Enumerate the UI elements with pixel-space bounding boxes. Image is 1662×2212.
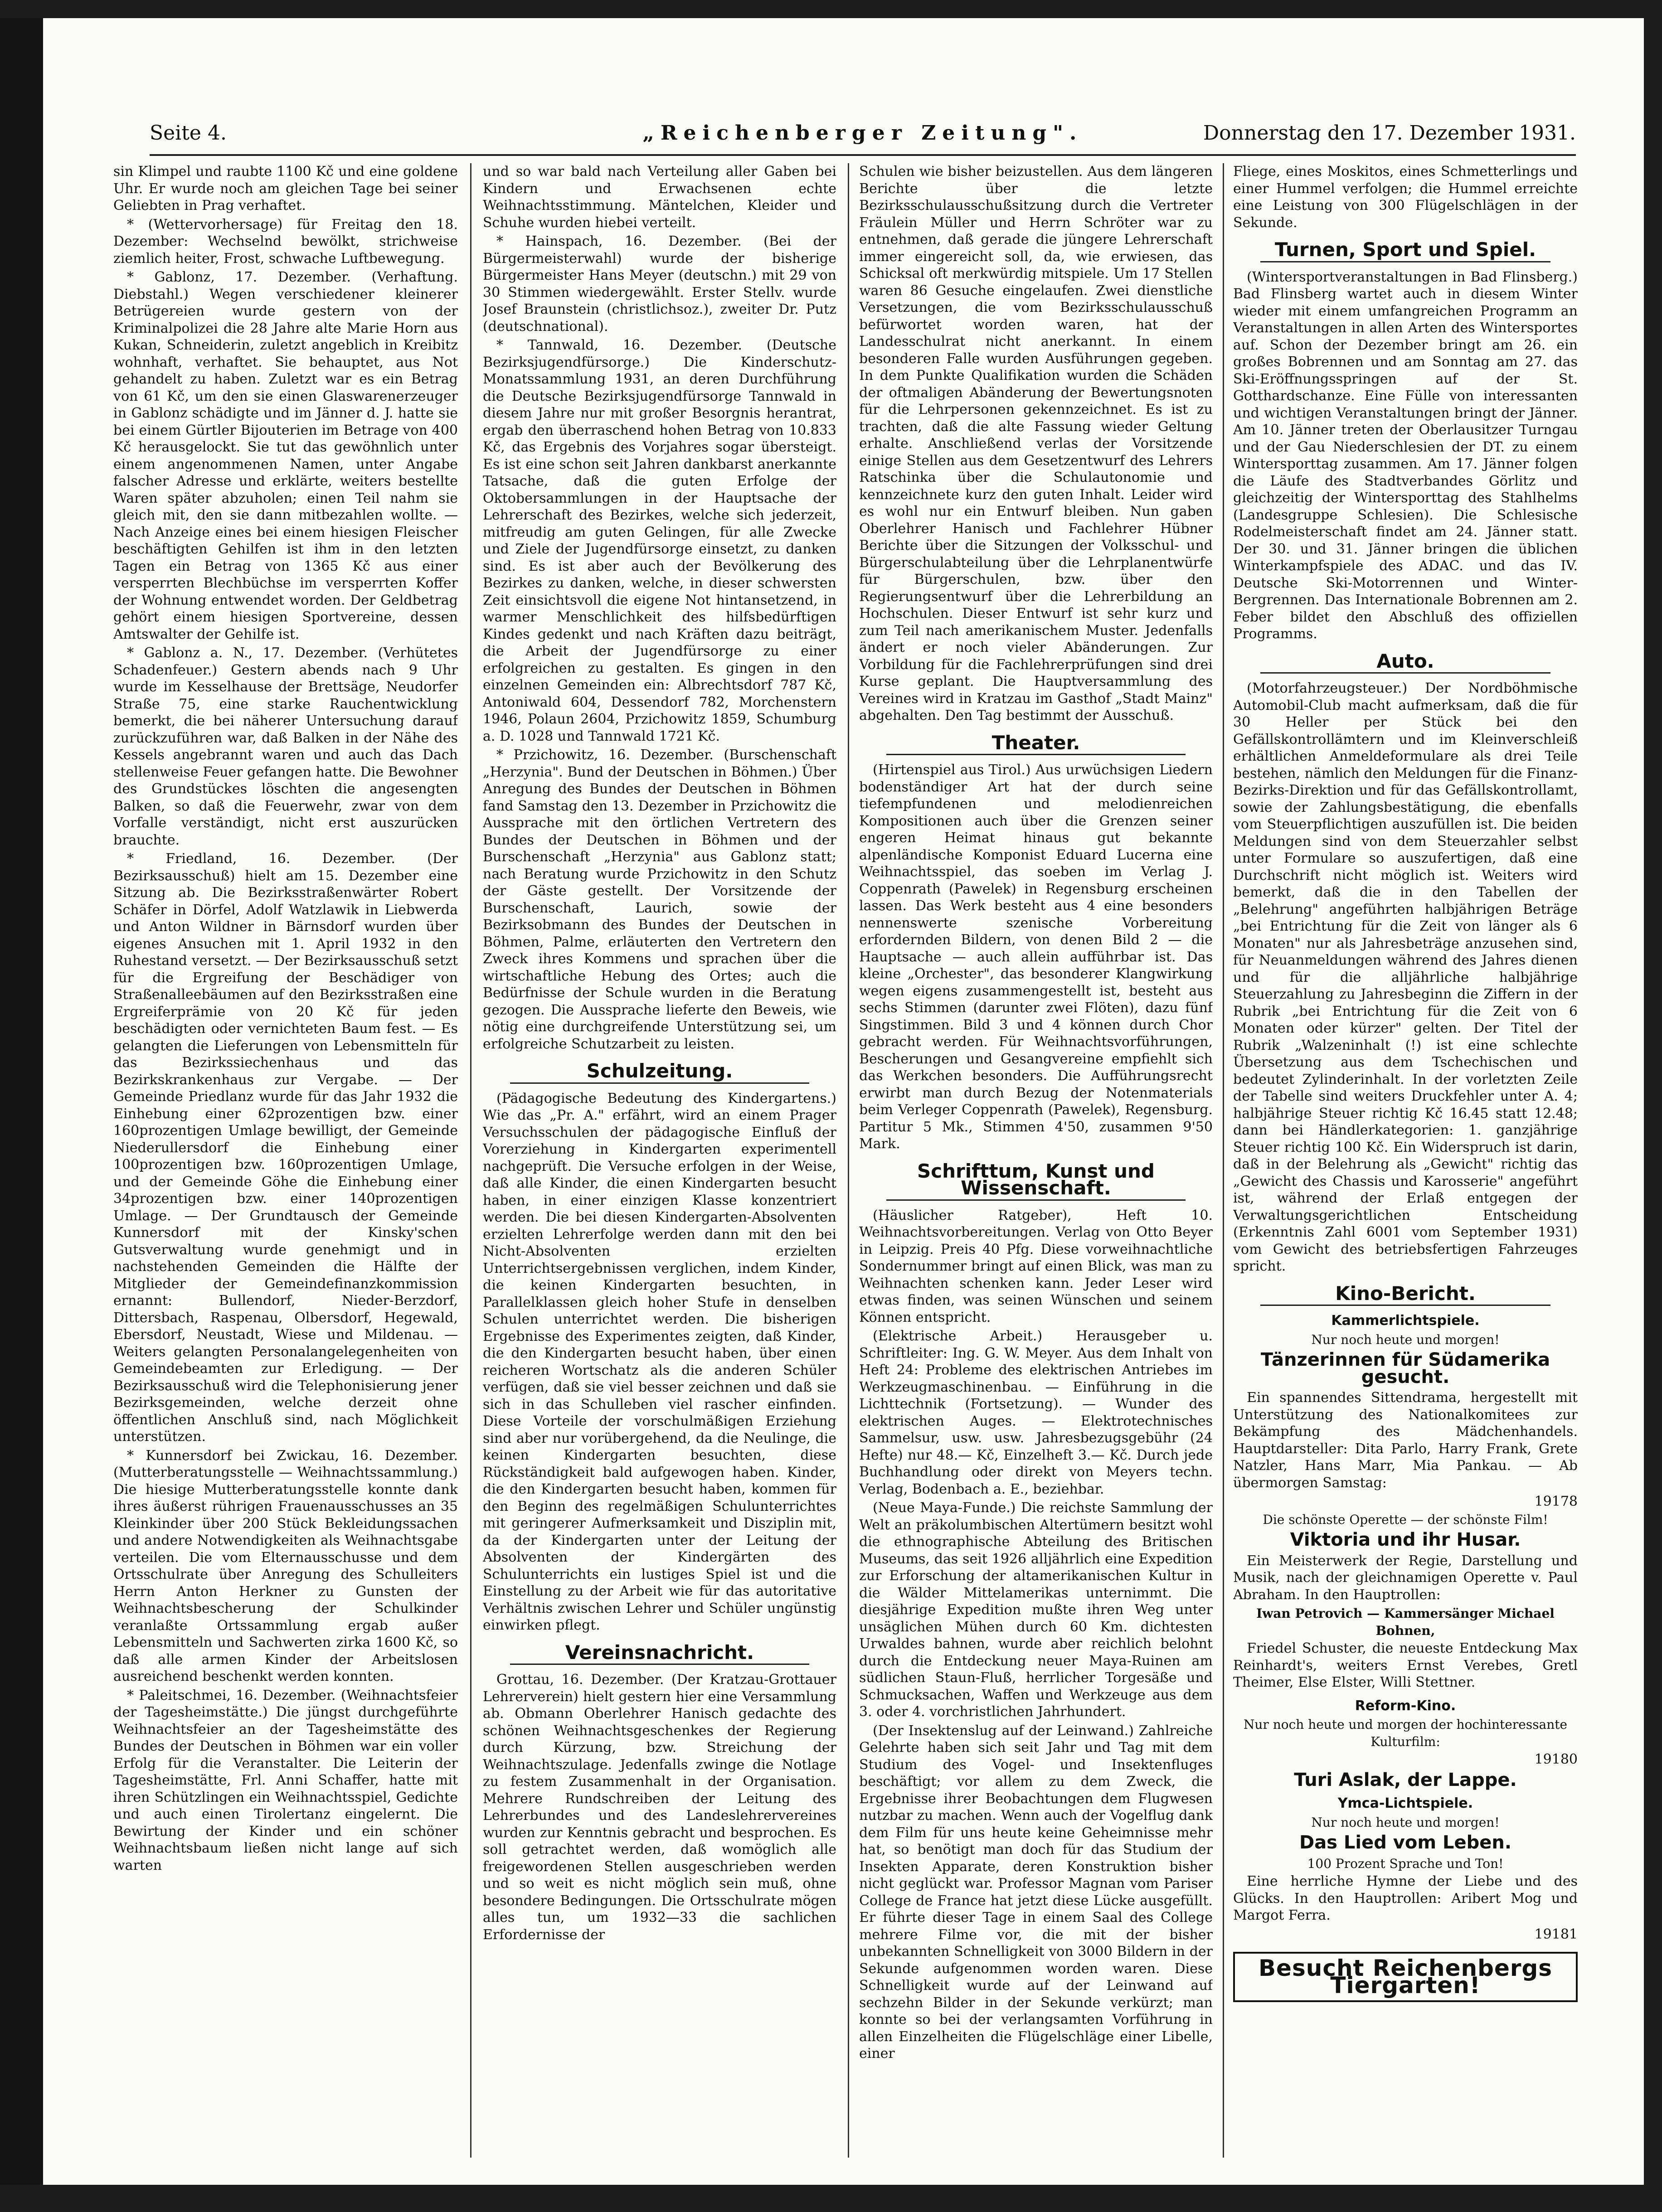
film-title: Tänzerinnen für Südamerika gesucht. <box>1260 1349 1550 1387</box>
column-1 <box>113 163 458 2158</box>
film-title: Turi Aslak, der Lappe. <box>1294 1769 1517 1790</box>
section-heading-theater: Theater. <box>991 731 1080 754</box>
article-paragraph: (Der Insektenslug auf der Leinwand.) Zahlreiche Gelehrte haben sich seit Jahr und Tag mit dem Studium des Vogel- und Insektenfluges beschäftigt; vor allem zu dem Zweck, die Ergebnisse ihrer Beobachtungen dem Flugwesen nutzbar zu machen. Wenn auch der Vogelflug dank dem Film für uns heute keine Geheimnisse mehr hat, so benötigt man doch für das Studium der Insekten Apparate, deren Konstruktion bisher nicht geglückt war. Professor Magnan vom Pariser College de France hat jetzt diese Lücke ausgefüllt. Er führte dieser Tage in einem Saal des College mehrere Filme vor, die mit der bisher unbekannten Schnelligkeit von 3000 Bildern in der Sekunde aufgenommen worden waren. Diese Schnelligkeit wurde auf der Leinwand auf sechzehn Bilder in der Sekunde verkürzt; man konnte so bei der verlangsamten Vorführung in allen Einzelheiten die Flügelschläge einer Libelle, einer <box>859 1722 1213 2062</box>
article-paragraph: (Neue Maya-Funde.) Die reichste Sammlung der Welt an präkolumbischen Altertümern besitzt wohl die ethnographische Abteilung des Britischen Museums, das seit 1926 alljährlich eine Expedition zur Erforschung der altamerikanischen Kultur in die Wälder Mittelamerikas unternimmt. Die diesjährige Expedition mußte ihren Weg unter unsäglichen Mühen durch 60 Km. dichtesten Urwaldes bahnen, wurde aber reichlich belohnt durch die Entdeckung neuer Maya-Ruinen am südlichen Staun-Fluß, herrlicher Torgesäße und Schmucksachen, Waffen und Werkzeuge aus dem 3. oder 4. vorchristlichen Jahrhundert. <box>859 1500 1213 1720</box>
ad-number: 19178 <box>1534 1494 1578 1509</box>
scan-border-top <box>0 0 1662 18</box>
column-3 <box>859 163 1213 2158</box>
page-number: Seite 4. <box>150 121 227 145</box>
section-rule <box>1260 1305 1550 1306</box>
scan-border-left <box>0 0 43 2212</box>
article-paragraph: (Motorfahrzeugsteuer.) Der Nordböhmische Automobil-Club macht aufmerksam, daß die für 30 Heller per Stück bei den Gefällskontrollämtern und im Kleinverschleiß erhältlichen Anmeldeformulare als drei Teile bestehen, nämlich den Meldungen für die Finanz-Bezirks-Direktion und für das Gefällskontrollamt, sowie der Zahlungsbestätigung, die ebenfalls vom Steuerpflichtigen auszufüllen ist. Die beiden Meldungen sind von dem Steuerzahler selbst unter Formulare so auszufertigen, daß eine Durchschrift nicht möglich ist. Weiters wird bemerkt, daß die in den Tabellen der „Belehrung" angeführten halbjährigen Beträge „bei Entrichtung für die Zeit von länger als 6 Monaten" nur als Jahresbeträge anzusehen sind, für Neuanmeldungen während des Jahres dienen und für die alljährliche halbjährige Steuerzahlung zu Jahresbeginn die Ziffern in der Rubrik „bei Entrichtung für die Zeit von 6 Monaten oder kürzer" gelten. Der Titel der Rubrik „Walzeninhalt (!) ist eine schlechte Übersetzung aus dem Tschechischen und bedeutet Zylinderinhalt. In der vorletzten Zeile der Tabelle sind weiters Druckfehler unter A. 4; halbjährige Steuer richtig Kč 16.45 statt 12.48; dann bei Händlerkategorien: 1. ganzjährige Steuer richtig 100 Kč. Ein Widerspruch ist darin, daß in der Belehrung als „Gewicht" richtig das „Gewicht des Chassis und Karosserie" angeführt ist, während der Erlaß entgegen der Verwaltungsgerichtlichen Entscheidung (Erkenntnis Zahl 6001 vom September 1931) vom Gewicht des betriebsfertigen Fahrzeuges spricht. <box>1233 680 1578 1274</box>
article-paragraph: * Kunnersdorf bei Zwickau, 16. Dezember. (Mutterberatungsstelle — Weihnachtssammlung.) Die hiesige Mutterberatungsstelle konnte dank ihres äußerst rührigen Frauenausschusses an 35 Kleinkinder über 200 Stück Bekleidungssachen und andere Notwendigkeiten als Weihnachtsgabe verteilen. Die vom Elternausschusse und dem Ortsschulrate über Anregung des Schulleiters Herrn Anton Herkner zu Gunsten der Weihnachtsbescherung der Schulkinder veranlaßte Ortssammlung ergab außer Lebensmitteln und Sachwerten zirka 1600 Kč, so daß alle armen Kinder der Arbeitslosen ausreichend beschenkt werden konnten. <box>113 1447 458 1684</box>
cinema-line: 100 Prozent Sprache und Ton! <box>1307 1856 1504 1871</box>
article-paragraph: * Friedland, 16. Dezember. (Der Bezirksausschuß) hielt am 15. Dezember eine Sitzung ab. Die Bezirksstraßenwärter Robert Schäfer in Dörfel, Adolf Watzlawik in Liebwerda und Anton Wildner in Bärnsdorf wurden über eigenes Ansuchen mit 1. April 1932 in den Ruhestand versetzt. — Der Bezirksausschuß setzt für die Ergreifung der Beschädiger von Straßenalleebäumen auf den Bezirksstraßen eine Ergreiferprämie von 20 Kč für jeden beschädigten oder vernichteten Baum fest. — Es gelangten die Lieferungen von Lebensmitteln für das Bezirkssiechenhaus und das Bezirkskrankenhaus zur Vergabe. — Der Gemeinde Priedlanz wurde für das Jahr 1932 die Einhebung einer 62prozentigen bzw. einer 160prozentigen Umlage bewilligt, der Gemeinde Niederullersdorf die Einhebung einer 100prozentigen bzw. 160prozentigen Umlage, und der Gemeinde Göhe die Einhebung einer 34prozentigen bzw. einer 140prozentigen Umlage. — Der Grundtausch der Gemeinde Kunnersdorf mit der Kinsky'schen Gutsverwaltung wurde genehmigt und in nachstehenden Gemeinden die Hälfte der Mitglieder der Gemeindefinanzkommission ernannt: Bullendorf, Nieder-Berzdorf, Dittersbach, Raspenau, Olbersdorf, Hegewald, Ebersdorf, Neustadt, Wiese und Mildenau. — Weiters gelangten Personalangelegenheiten von Gemeindebeamten zur Erledigung. — Der Bezirksausschuß wird die Telephonisierung jener Bezirksgemeinden, welche derzeit ohne öffentlichen Anschluß sind, nach Möglichkeit unterstützen. <box>113 851 458 1445</box>
section-rule <box>886 1199 1186 1201</box>
article-paragraph: (Häuslicher Ratgeber), Heft 10. Weihnachtsvorbereitungen. Verlag von Otto Beyer in Leipzig. Preis 40 Pfg. Diese vorweihnachtliche Sondernummer bringt auf einen Blick, was man zu Weihnachten schenken kann. Jeder Leser wird etwas finden, was seinen Wünschen und seinem Können entspricht. <box>859 1207 1213 1325</box>
section-rule <box>886 754 1186 755</box>
cinema-line: Nur noch heute und morgen der hochinteressante Kulturfilm: <box>1243 1717 1568 1749</box>
article-paragraph: sin Klimpel und raubte 1100 Kč und eine goldene Uhr. Er wurde noch am gleichen Tage bei seiner Geliebten in Prag verhaftet. <box>113 164 458 213</box>
article-paragraph: (Hirtenspiel aus Tirol.) Aus urwüchsigen Liedern bodenständiger Art hat der durch seine tiefempfundenen und melodienreichen Kompositionen auch über die Grenzen seiner engeren Heimat hinaus gut bekannte alpenländische Komponist Eduard Lucerna eine Weihnachtsspiel, das soeben im Verlag J. Coppenrath (Pawelek) in Regensburg erscheinen lassen. Das Werk besteht aus 4 eine besonders nennenswerte szenische Vorbereitung erfordernden Bildern, von denen Bild 2 — die Hauptsache — auch allein aufführbar ist. Das kleine „Orchester", das besonderer Klangwirkung wegen eigens zusammengestellt ist, besteht aus sechs Stimmen (darunter zwei Flöten), dazu fünf Singstimmen. Bild 3 und 4 können durch Chor gebracht werden. Für Weihnachtsvorführungen, Bescherungen und Gesangvereine empfiehlt sich das Werkchen besonders. Die Aufführungsrecht erwirbt man durch Bezug der Notenmaterials beim Verleger Coppenrath (Pawelek), Regensburg. Partitur 5 Mk., Stimmen 4'50, zusammen 9'50 Mark. <box>859 762 1213 1152</box>
page-header <box>150 121 1576 149</box>
article-paragraph: Schulen wie bisher beizustellen. Aus dem längeren Berichte über die letzte Bezirksschulausschußsitzung durch die Vertreter Fräulein Müller und Herrn Schröter war zu entnehmen, daß gerade die jüngere Lehrerschaft immer eingereicht soll, da, wie erwiesen, das Schicksal oft merkwürdig mitspiele. Um 17 Stellen waren 86 Gesuche eingelaufen. Zwei dienstliche Versetzungen, die vom Bezirksschulausschuß befürwortet worden waren, hat der Landesschulrat nicht anerkannt. In einem besonderen Falle wurden Ausführungen gegeben. In dem Punkte Qualifikation wurden die Schäden der oftmaligen Abänderung der Bewertungsnoten für die Lehrpersonen gekennzeichnet. Es ist zu trachten, daß die alte Fassung wieder Geltung erhalte. Anschließend verlas der Vorsitzende einige Stellen aus dem Gesetzentwurf des Lehrers Ratschinka über die Schulautonomie und kennzeichnete kurz den guten Inhalt. Leider wird es wohl nur ein Entwurf bleiben. Nun gaben Oberlehrer Hanisch und Fachlehrer Hübner Berichte über die Sitzungen der Volksschul- und Bürgerschulabteilung über die Lehrplanentwürfe für Bürgerschulen, bzw. über den Regierungsentwurf über die Lehrerbildung an Hochschulen. Dieser Entwurf ist sehr kurz und zum Teil nach amerikanischem Muster. Jedenfalls ändert er noch vieler Abänderungen. Zur Vorbildung für die Fachlehrerprüfungen sind drei Kurse geplant. Die Hauptversammlung des Vereines wird in Kratzau im Gasthof „Stadt Mainz" abgehalten. Den Tag bestimmt der Ausschuß. <box>859 164 1213 723</box>
film-cast: Iwan Petrovich — Kammersänger Michael Bohnen, <box>1256 1606 1555 1638</box>
section-rule <box>1260 672 1550 674</box>
cinema-name: Reform-Kino. <box>1355 1698 1456 1714</box>
article-paragraph: und so war bald nach Verteilung aller Gaben bei Kindern und Erwachsenen echte Weihnachtsstimmung. Mäntelchen, Kleider und Schuhe wurden hiebei verteilt. <box>483 164 836 231</box>
section-heading-turnen: Turnen, Sport und Spiel. <box>1274 238 1536 261</box>
column-rule <box>848 163 849 2158</box>
scan-border-bottom <box>0 2185 1662 2212</box>
cinema-name: Ymca-Lichtspiele. <box>1337 1795 1473 1811</box>
cinema-line: Nur noch heute und morgen! <box>1311 1332 1500 1347</box>
film-description: Ein Meisterwerk der Regie, Darstellung und Musik, nach der gleichnamigen Operette v. Paul Abraham. In den Hauptrollen: <box>1233 1552 1578 1603</box>
section-rule <box>510 1664 809 1665</box>
ad-number: 19180 <box>1534 1751 1578 1767</box>
section-heading-auto: Auto. <box>1376 650 1434 672</box>
column-rule <box>1223 163 1224 2158</box>
film-title: Das Lied vom Leben. <box>1299 1832 1512 1853</box>
section-heading-schulzeitung: Schulzeitung. <box>586 1060 733 1082</box>
article-paragraph: * Gablonz a. N., 17. Dezember. (Verhütetes Schadenfeuer.) Gestern abends nach 9 Uhr wurde im Kesselhause der Brettsäge, Neudorfer Straße 75, eine starke Rauchentwicklung bemerkt, die bei näherer Untersuchung darauf zurückzuführen war, daß Balken in der Nähe des Kessels angebrannt waren und auch das Dach stellenweise Feuer gefangen hatte. Die Bewohner des Grundstückes löschten die angesengten Balken, so daß die Feuerwehr, zwar von dem Vorfalle verständigt, nicht erst auszurücken brauchte. <box>113 645 458 848</box>
article-paragraph: (Wintersportveranstaltungen in Bad Flinsberg.) Bad Flinsberg wartet auch in diesem Winter wieder mit einem umfangreichen Programm an Veranstaltungen in allen Arten des Wintersportes auf. Schon der Dezember bringt am 26. ein großes Bobrennen und am Sonntag am 27. das Ski-Eröffnungsspringen auf der St. Gotthardschanze. Eine Fülle von interessanten und wichtigen Veranstaltungen bringt der Jänner. Am 10. Jänner treten der Oberlausitzer Turngau und der Gau Niederschlesien der DT. zu einem Wintersporttag zusammen. Am 17. Jänner folgen die Läufe des Stadtverbandes Görlitz und gleichzeitig der Wintersporttag des Stahlhelms (Landesgruppe Schlesien). Die Schlesische Rodelmeisterschaft findet am 24. Jänner statt. Der 30. und 31. Jänner bringen die üblichen Winterkampfspiele des ADAC. und das IV. Deutsche Ski-Motorrennen und Winter-Bergrennen. Das Internationale Bobrennen am 2. Feber bildet den Abschluß des offiziellen Programms. <box>1233 269 1578 642</box>
film-description: Friedel Schuster, die neueste Entdeckung Max Reinhardt's, weiters Ernst Verebes, Gretl Theimer, Else Elster, Willi Stettner. <box>1233 1640 1578 1690</box>
article-paragraph: Fliege, eines Moskitos, eines Schmetterlings und einer Hummel verfolgen; die Hummel erreichte eine Leistung von 300 Flügelschlägen in der Sekunde. <box>1233 164 1578 231</box>
column-2 <box>483 163 836 2158</box>
masthead-title: „Reichenberger Zeitung". <box>642 121 1083 145</box>
article-paragraph: * Tannwald, 16. Dezember. (Deutsche Bezirksjugendfürsorge.) Die Kinderschutz-Monatssammlung 1931, an deren Durchführung die Deutsche Bezirksjugendfürsorge Tannwald in diesem Jahre nur mit großer Besorgnis herantrat, ergab den überraschend hohen Betrag von 10.833 Kč, das Ergebnis des Vorjahres sogar übersteigt. Es ist eine schon seit Jahren dankbarst anerkannte Tatsache, daß die guten Erfolge der Oktobersammlungen in der Hauptsache der Lehrerschaft des Bezirkes, welche sich jederzeit, mitfreudig am guten Gelingen, für alle Zwecke und Ziele der Jugendfürsorge einsetzt, zu danken sind. Es ist aber auch der Bevölkerung des Bezirkes zu danken, welche, in dieser schwersten Zeit einsichtsvoll die eigene Not hintansetzend, in warmer Menschlichkeit des hilfsbedürftigen Kindes gedenkt und nach Kräften dazu beiträgt, die Arbeit der Jugendfürsorge zu einer erfolgreichen zu gestalten. Es gingen in den einzelnen Gemeinden ein: Albrechtsdorf 787 Kč, Antoniwald 604, Dessendorf 782, Morchenstern 1946, Polaun 2604, Przichowitz 1859, Schumburg a. D. 1028 und Tannwald 1721 Kč. <box>483 337 836 744</box>
issue-date: Donnerstag den 17. Dezember 1931. <box>1203 121 1576 145</box>
film-description: Eine herrliche Hymne der Liebe und des Glücks. In den Hauptrollen: Aribert Mog und Margot Ferra. <box>1233 1873 1578 1923</box>
article-paragraph: * Hainspach, 16. Dezember. (Bei der Bürgermeisterwahl) wurde der bisherige Bürgermeister Hans Meyer (deutschn.) mit 29 von 30 Stimmen wiedergewählt. Erster Stellv. wurde Josef Braunstein (christlichsoz.), zweiter Dr. Putz (deutschnational). <box>483 233 836 335</box>
section-rule <box>1260 261 1550 262</box>
cinema-name: Kammerlichtspiele. <box>1331 1313 1480 1329</box>
film-description: Ein spannendes Sittendrama, hergestellt mit Unterstützung des Nationalkomitees zur Bekämpfung des Mädchenhandels. Hauptdarsteller: Dita Parlo, Harry Frank, Grete Natzler, Hans Marr, Mia Pankau. — Ab übermorgen Samstag: <box>1233 1390 1578 1491</box>
column-4 <box>1233 163 1578 2158</box>
article-paragraph: * Gablonz, 17. Dezember. (Verhaftung. Diebstahl.) Wegen verschiedener kleinerer Betrügereien wurde gestern von der Kriminalpolizei die 28 Jahre alte Marie Horn aus Kukan, Schneiderin, zuletzt angeblich in Kreibitz wohnhaft, verhaftet. Sie behauptet, aus Not gehandelt zu haben. Zuletzt war es ein Betrag von 61 Kč, um den sie einen Glaswarenerzeuger in Gablonz schädigte und im Jänner d. J. hatte sie bei einem Gürtler Bijouterien im Betrage von 400 Kč herausgelockt. Sie tut das gewöhnlich unter einem angenommenen Namen, unter Angabe falscher Adresse und erklärte, weiters bestellte Waren später abzuholen; einen Teil nahm sie gleich mit, den sie dann mitbezahlen wollte. — Nach Anzeige eines bei einem hiesigen Fleischer beschäftigten Gehilfen ist ihm in den letzten Tagen ein Betrag von 1365 Kč aus einer versperrten Blechbüchse im versperrten Koffer der Wohnung entwendet worden. Der Geldbetrag gehört einem hiesigen Sportvereine, dessen Amtswalter der Gehilfe ist. <box>113 269 458 642</box>
article-paragraph: * (Wettervorhersage) für Freitag den 18. Dezember: Wechselnd bewölkt, strichweise ziemlich heiter, Frost, schwache Luftbewegung. <box>113 216 458 267</box>
section-rule <box>510 1082 809 1084</box>
ad-number: 19181 <box>1534 1926 1578 1942</box>
zoo-advertisement: Besucht Reichenbergs Tiergarten! <box>1233 1952 1578 2002</box>
article-paragraph: (Pädagogische Bedeutung des Kindergartens.) Wie das „Pr. A." erfährt, wird an einem Prager Versuchsschulen der pädagogische Einfluß der Vorerziehung in Kindergarten experimentell nachgeprüft. Die Versuche erfolgen in der Weise, daß alle Kinder, die einen Kindergarten besucht haben, in einer einzigen Klasse konzentriert werden. Die bei diesen Kindergarten-Absolventen erzielten Lehrerfolge werden dann mit den bei Nicht-Absolventen erzielten Unterrichtsergebnissen verglichen, indem Kinder, die keinen Kindergarten besuchten, in Parallelklassen gleich hoher Stufe in denselben Schulen unterrichtet werden. Die bisherigen Ergebnisse des Experimentes zeigten, daß Kinder, die den Kindergarten besucht haben, über einen reicheren Wortschatz als die anderen Schüler verfügen, daß sie viel besser zeichnen und daß sie sich in das Schulleben viel rascher einfinden. Diese Vorteile der vorschulmäßigen Erziehung sind aber nur vorübergehend, da die Neulinge, die keinen Kindergarten besuchten, diese Rückständigkeit bald aufgewogen haben. Kinder, die den Kindergarten besucht haben, kommen für den Beginn des regelmäßigen Schulunterrichtes mit geringerer Aufmerksamkeit und Disziplin mit, da der Kindergarten unter der Leitung der Absolventen der Kindergärten des Schulunterrichts ein lustiges Spiel ist und die Einstellung zu der Arbeit wie für das autoritative Verhältnis zwischen Lehrer und Schüler ungünstig einwirken pflegt. <box>483 1090 836 1633</box>
column-rule <box>470 163 471 2158</box>
cinema-line: Die schönste Operette — der schönste Film! <box>1263 1512 1548 1527</box>
article-paragraph: (Elektrische Arbeit.) Herausgeber u. Schriftleiter: Ing. G. W. Meyer. Aus dem Inhalt von Heft 24: Probleme des elektrischen Antriebes im Werkzeugmaschinenbau. — Einführung in die Lichttechnik (Fortsetzung). — Wunder des elektrischen Auges. — Elektrotechnisches Sammelsur, usw. usw. Jahresbezugsgebühr (24 Hefte) nur 48.— Kč, Einzelheft 3.— Kč. Durch jede Buchhandlung oder direkt von Meyers techn. Verlag, Bodenbach a. E., beziehbar. <box>859 1328 1213 1497</box>
article-paragraph: Grottau, 16. Dezember. (Der Kratzau-Grottauer Lehrerverein) hielt gestern hier eine Versammlung ab. Obmann Oberlehrer Hanisch gedachte des schönen Weihnachtsgeschenkes der Regierung durch Kürzung, bzw. Streichung der Weihnachtszulage. Jedenfalls zwinge die Notlage zu festem Zusammenhalt in der Organisation. Mehrere Rundschreiben der Leitung des Lehrerbundes und des Landeslehrervereines wurden zur Kenntnis gebracht und besprochen. Es soll getrachtet werden, daß womöglich alle freigewordenen Stellen ausgeschrieben werden und so weit es nicht möglich sein muß, ohne besondere Bedingungen. Die Ortsschulrate mögen alles tun, um 1932—33 die sachlichen Erfordernisse der <box>483 1672 836 1943</box>
header-rule <box>150 154 1576 156</box>
scan-border-right <box>1644 0 1662 2212</box>
section-heading-vereinsnachricht: Vereinsnachricht. <box>565 1641 754 1664</box>
section-heading-kino: Kino-Bericht. <box>1335 1282 1476 1305</box>
article-paragraph: * Przichowitz, 16. Dezember. (Burschenschaft „Herzynia". Bund der Deutschen in Böhmen.) Über Anregung des Bundes der Deutschen in Böhmen fand Samstag den 13. Dezember in Przichowitz die Aussprache mit den örtlichen Vertretern des Bundes der Deutschen in Böhmen und der Burschenschaft „Herzynia" aus Gablonz statt; nach Beratung wurde Przichowitz in den Schutz der Gäste gestellt. Der Vorsitzende der Burschenschaft, Laurich, sowie der Bezirksobmann des Bundes der Deutschen in Böhmen, Palme, erläuterten den Vertretern den Zweck ihres Kommens und sprachen über die wirtschaftliche Hebung des Ortes; auch die Bedürfnisse der Schule wurden in die Beratung gezogen. Die Aussprache lieferte den Beweis, wie nötig eine durchgreifende Unterstützung sei, um erfolgreiche Schutzarbeit zu leisten. <box>483 747 836 1052</box>
section-heading-schrifttum: Schrifttum, Kunst und Wissenschaft. <box>917 1159 1155 1199</box>
cinema-line: Nur noch heute und morgen! <box>1311 1814 1500 1830</box>
film-title: Viktoria und ihr Husar. <box>1290 1529 1521 1550</box>
article-paragraph: * Paleitschmei, 16. Dezember. (Weihnachtsfeier der Tagesheimstätte.) Die jüngst durchgeführte Weihnachtsfeier an der Tagesheimstätte des Bundes der Deutschen in Böhmen war ein voller Erfolg für die Veranstalter. Die Leiterin der Tagesheimstätte, Frl. Anni Schaffer, hatte mit ihren Schützlingen ein Weihnachtsspiel, Gedichte und auch einen Tirolertanz eingelernt. Die Bewirtung der Kinder und ein schöner Weihnachtsbaum ließen nicht lange auf sich warten <box>113 1687 458 1873</box>
